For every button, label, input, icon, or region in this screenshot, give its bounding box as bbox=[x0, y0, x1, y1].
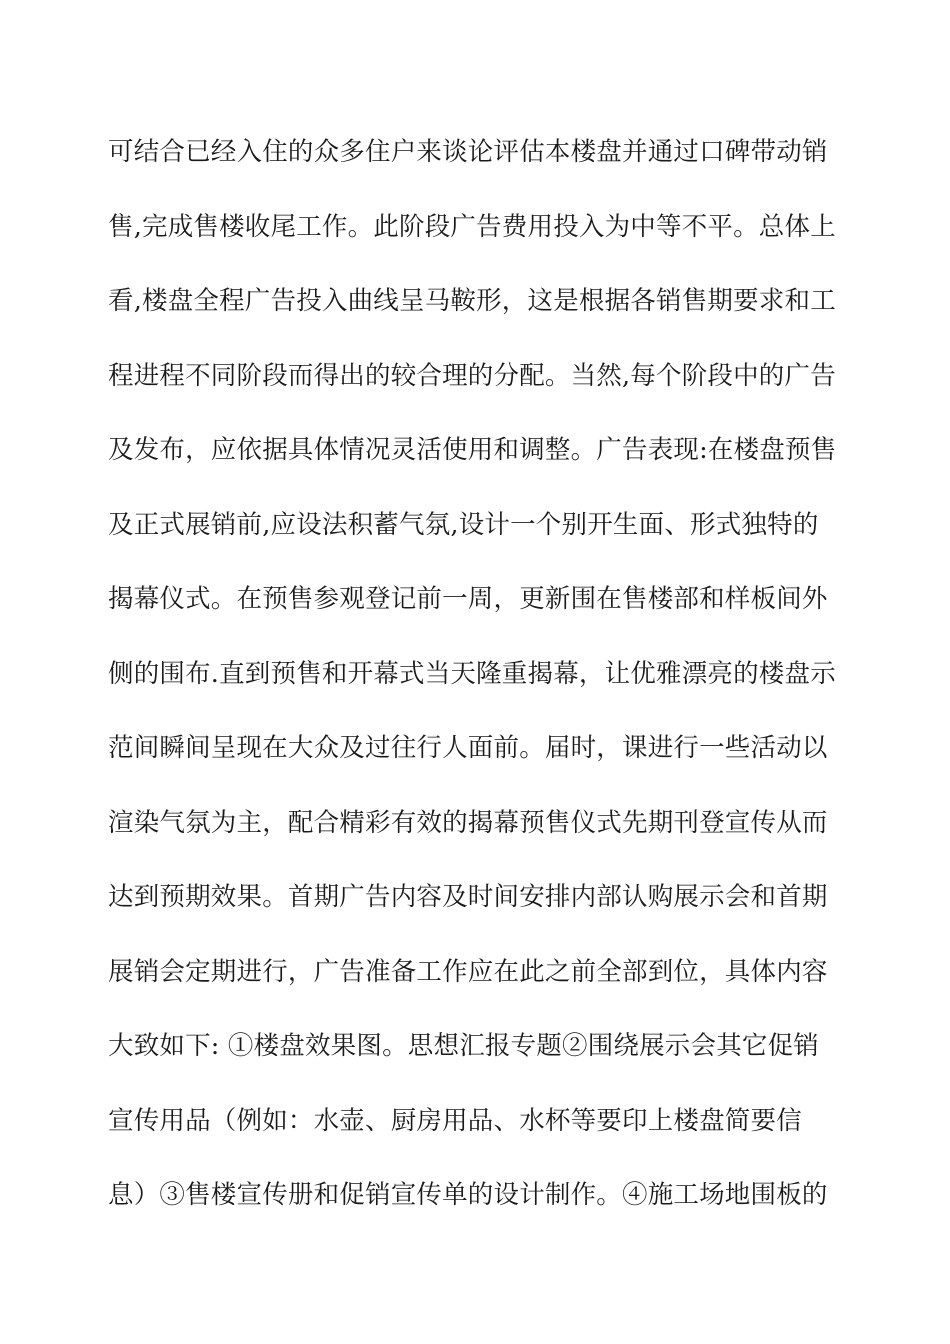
text-line: 侧的围布.直到预售和开幕式当天隆重揭幕，让优雅漂亮的楼盘示 bbox=[108, 658, 836, 689]
text-line: 展销会定期进行，广告准备工作应在此之前全部到位，具体内容 bbox=[108, 956, 828, 987]
text-line: 程进程不同阶段而得出的较合理的分配。当然,每个阶段中的广告 bbox=[108, 360, 836, 391]
text-line: 息）③售楼宣传册和促销宣传单的设计制作。④施工场地围板的 bbox=[108, 1180, 828, 1210]
text-line: 宣传用品（例如：水壶、厨房用品、水杯等要印上楼盘简要信 bbox=[108, 1105, 802, 1136]
text-line: 达到预期效果。首期广告内容及时间安排内部认购展示会和首期 bbox=[108, 882, 828, 912]
text-line: 及发布，应依据具体情况灵活使用和调整。广告表现:在楼盘预售 bbox=[108, 435, 837, 465]
text-line: 可结合已经入住的众多住户来谈论评估本楼盘并通过口碑带动销 bbox=[108, 137, 828, 167]
text-line: 及正式展销前,应设法积蓄气氛,设计一个别开生面、形式独特的 bbox=[108, 509, 819, 540]
text-line: 渲染气氛为主，配合精彩有效的揭幕预售仪式先期刊登宣传从而 bbox=[108, 807, 828, 838]
text-line: 揭幕仪式。在预售参观登记前一周，更新围在售楼部和样板间外 bbox=[108, 584, 828, 614]
text-line: 大致如下: ①楼盘效果图。思想汇报专题②围绕展示会其它促销 bbox=[108, 1031, 819, 1061]
text-line: 看,楼盘全程广告投入曲线呈马鞍形，这是根据各销售期要求和工 bbox=[108, 286, 836, 316]
text-line: 范间瞬间呈现在大众及过往行人面前。届时，课进行一些活动以 bbox=[108, 733, 828, 763]
body-text bbox=[108, 130, 848, 1248]
text-line: 售,完成售楼收尾工作。此阶段广告费用投入为中等不平。总体上 bbox=[108, 211, 836, 242]
